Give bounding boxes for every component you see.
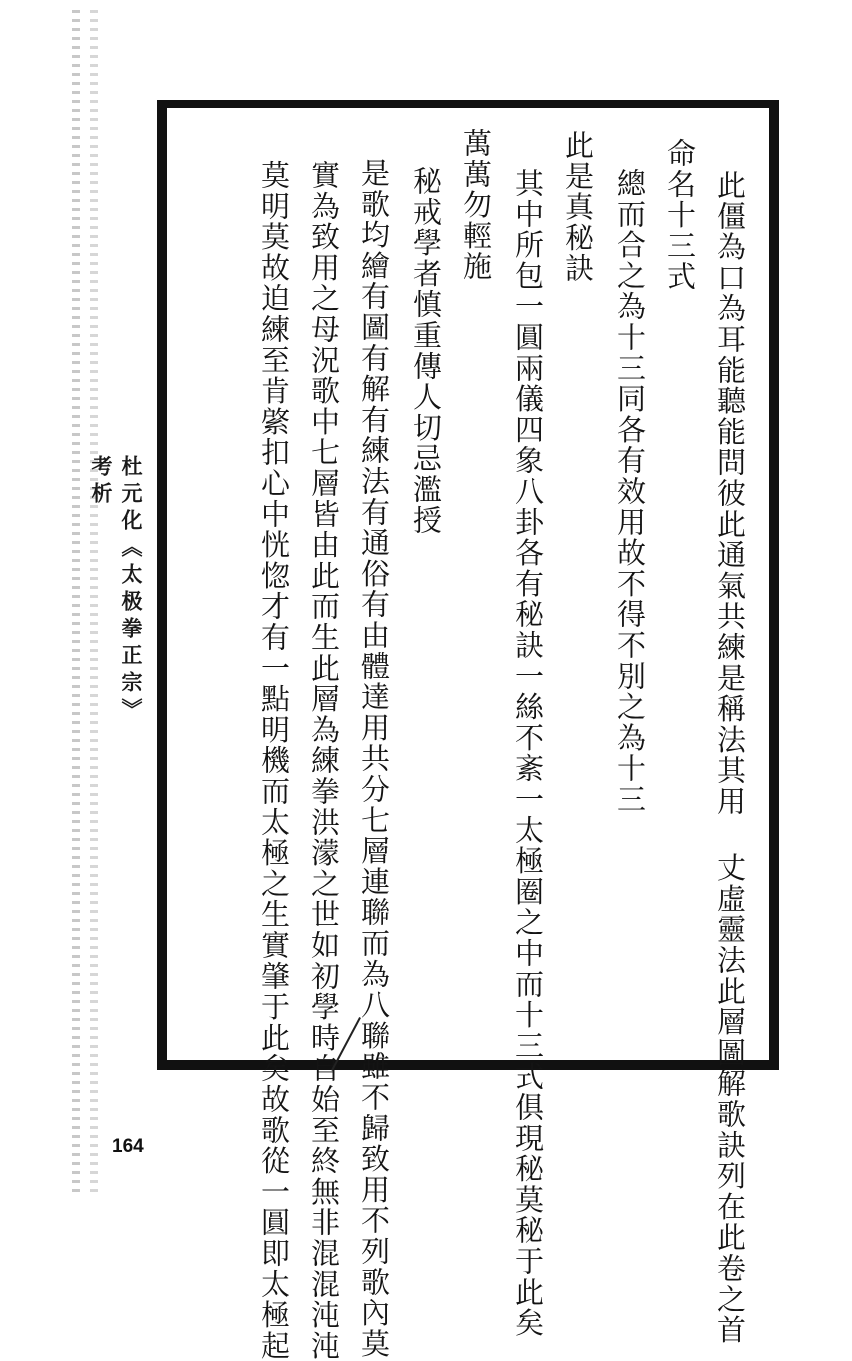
manuscript-column-6: 萬萬勿輕施 xyxy=(459,128,493,282)
page-number: 164 xyxy=(112,1136,144,1157)
running-header: 杜元化《太极拳正宗》考析 xyxy=(89,455,144,725)
binding-marks xyxy=(72,10,80,1195)
manuscript-text xyxy=(180,128,755,1361)
manuscript-column-4: 此是真秘訣 xyxy=(561,130,595,284)
manuscript-column-5: 其中所包一圓兩儀四象八卦各有秘訣一絲不紊一太極圈之中而十三式俱現秘莫秘于此矣 xyxy=(511,168,545,1339)
manuscript-column-8: 是歌均繪有圖有解有練法有通俗有由體達用共分七層連聯而為八聯雖不歸致用不列歌內莫 xyxy=(357,158,391,1360)
manuscript-column-2: 命名十三式 xyxy=(663,138,697,292)
manuscript-column-10: 莫明莫故迫練至肯綮扣心中恍惚才有一點明機而太極之生實肇于此矣故歌從一圓即太極起 xyxy=(257,160,291,1361)
manuscript-column-7: 秘戒學者慎重傳人切忌濫授 xyxy=(409,166,443,536)
manuscript-column-9: 實為致用之母況歌中七層皆由此而生此層為練拳洪濛之世如初學時自始至終無非混混沌沌 xyxy=(307,160,341,1361)
manuscript-column-1: 此僵為口為耳能聽能問彼此通氣共練是稱法其用 丈虛靈法此層圖解歌訣列在此卷之首 xyxy=(713,170,747,1346)
manuscript-column-3: 總而合之為十三同各有效用故不得不別之為十三 xyxy=(613,168,647,815)
binding-marks-secondary xyxy=(90,10,98,1195)
